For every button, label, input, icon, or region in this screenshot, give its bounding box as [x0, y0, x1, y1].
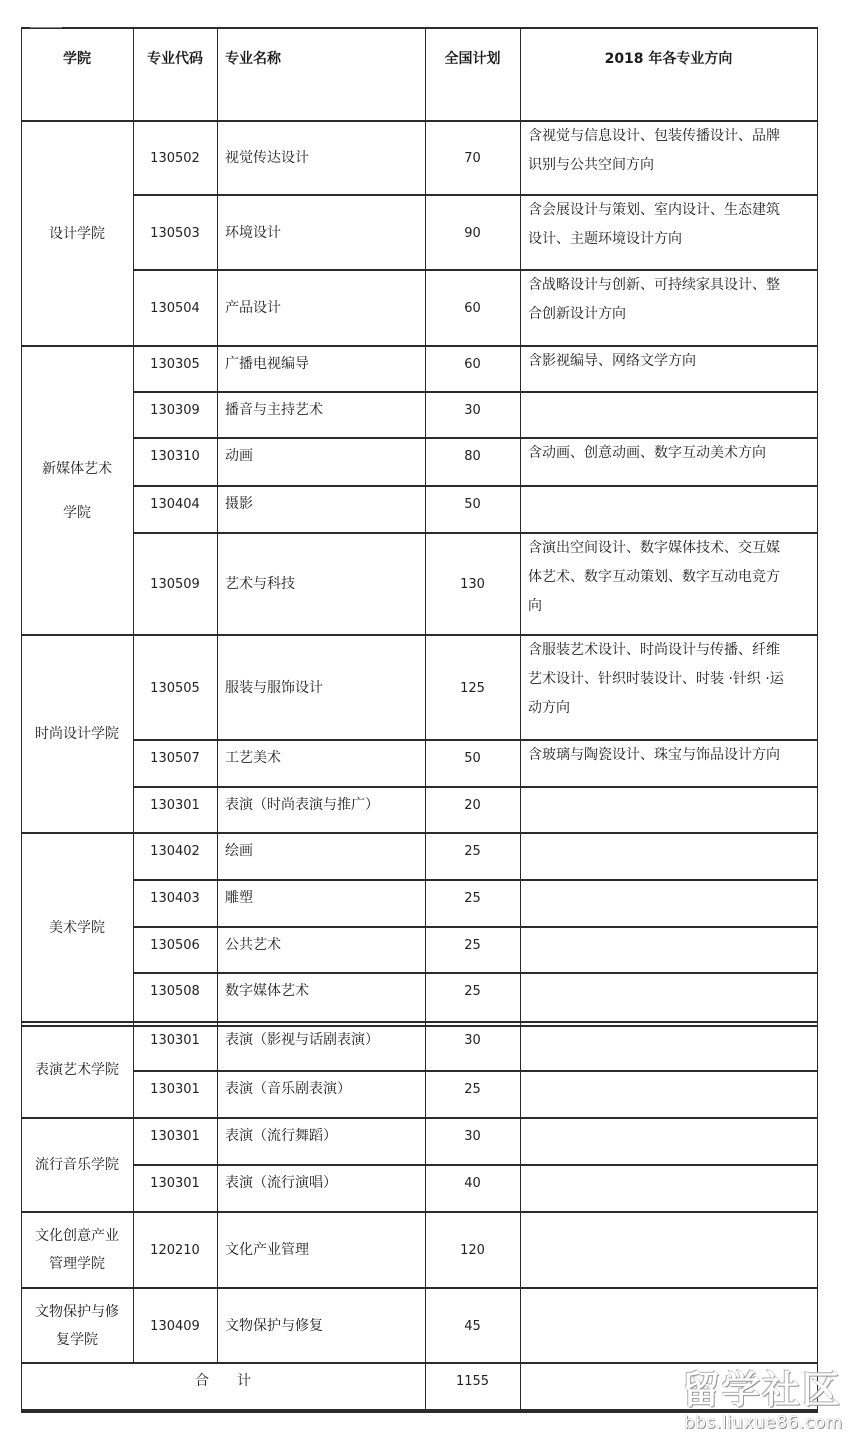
- table-border-horizontal: [133, 972, 818, 974]
- major-name: 表演（时尚表演与推广）: [225, 797, 379, 813]
- plan-quota: 30: [464, 1129, 481, 1144]
- major-name: 工艺美术: [225, 750, 281, 766]
- major-code: 130305: [150, 357, 200, 372]
- total-label: 合 计: [195, 1373, 251, 1389]
- major-code: 130506: [150, 938, 200, 953]
- header-label: 全国计划: [444, 51, 501, 67]
- college-name-line: 时尚设计学院: [35, 726, 119, 742]
- major-name: 表演（音乐剧表演）: [225, 1081, 351, 1097]
- major-direction: [520, 486, 817, 533]
- major-code: 130403: [150, 891, 200, 906]
- plan-quota: 120: [460, 1243, 485, 1258]
- college-name-line: 流行音乐学院: [35, 1157, 119, 1173]
- direction-line: 含动画、创意动画、数字互动美术方向: [528, 445, 766, 461]
- total-plan: 1155: [455, 1374, 490, 1389]
- major-name: 表演（流行演唱）: [225, 1175, 337, 1191]
- major-direction: [520, 438, 817, 486]
- plan-quota: 30: [464, 403, 481, 418]
- direction-line: 动方向: [528, 700, 570, 716]
- major-code: 130301: [150, 1129, 200, 1144]
- header-plan: [425, 28, 520, 121]
- major-name: 文物保护与修复: [225, 1317, 323, 1334]
- major-code: 130402: [150, 844, 200, 859]
- table-border-horizontal: [21, 1211, 818, 1213]
- major-code: 130509: [150, 577, 200, 592]
- table-border-vertical: [217, 28, 218, 1363]
- major-direction: [520, 880, 817, 927]
- plan-quota: 60: [464, 301, 481, 316]
- table-border-horizontal: [133, 786, 818, 788]
- college-name: [21, 346, 133, 635]
- major-code: 130508: [150, 984, 200, 999]
- watermark-url: bbs.liuxue86.com: [684, 1413, 843, 1433]
- header-label: 2018 年各专业方向: [604, 51, 733, 67]
- major-name: 视觉传达设计: [225, 150, 309, 166]
- major-name: 产品设计: [225, 300, 281, 316]
- watermark-brand: 留学社区: [682, 1368, 843, 1412]
- direction-line: 体艺术、数字互动策划、数字互动电竞方: [528, 569, 780, 585]
- major-name: 文化产业管理: [225, 1242, 309, 1258]
- major-direction: [520, 635, 817, 740]
- plan-quota: 45: [464, 1318, 481, 1334]
- college-name-line: 文物保护与修: [35, 1303, 119, 1320]
- plan-quota: 50: [464, 751, 481, 766]
- direction-line: 含影视编导、网络文学方向: [528, 353, 696, 369]
- table-border-horizontal: [133, 194, 818, 196]
- direction-line: 含演出空间设计、数字媒体技术、交互媒: [528, 540, 780, 556]
- table-border-horizontal: [21, 1362, 818, 1364]
- decorative-line: [30, 27, 62, 28]
- major-direction: [520, 392, 817, 438]
- table-border-horizontal: [133, 269, 818, 271]
- direction-line: 含战略设计与创新、可持续家具设计、整: [528, 277, 780, 293]
- college-name: [21, 1288, 133, 1363]
- direction-line: 含视觉与信息设计、包装传播设计、品牌: [528, 128, 780, 144]
- major-direction: [520, 195, 817, 270]
- major-code: 130301: [150, 1082, 200, 1097]
- major-direction: [520, 533, 817, 635]
- major-name: 表演（影视与话剧表演）: [225, 1032, 379, 1048]
- college-name: [21, 121, 133, 346]
- major-name: 摄影: [225, 496, 253, 512]
- direction-line: 向: [528, 598, 542, 614]
- table-border-horizontal: [21, 1021, 818, 1023]
- header-direction: [520, 28, 817, 121]
- major-name: 艺术与科技: [225, 576, 295, 592]
- table-border-horizontal: [21, 832, 818, 834]
- major-code: 130310: [150, 449, 200, 464]
- table-border-horizontal: [133, 532, 818, 534]
- college-name: [21, 635, 133, 833]
- major-direction: [520, 973, 817, 1022]
- major-direction: [520, 121, 817, 195]
- major-code: 130507: [150, 751, 200, 766]
- major-name: 广播电视编导: [225, 356, 309, 372]
- table-border-horizontal: [21, 345, 818, 347]
- table-border-horizontal: [133, 879, 818, 881]
- major-name: 公共艺术: [225, 937, 281, 953]
- major-code: 120210: [150, 1243, 200, 1258]
- major-direction: [520, 346, 817, 392]
- table-border-horizontal: [21, 1411, 818, 1413]
- major-direction: [520, 1288, 817, 1363]
- major-code: 130301: [150, 798, 200, 813]
- plan-quota: 90: [464, 225, 481, 241]
- major-code: 130505: [150, 680, 200, 696]
- direction-line: 含会展设计与策划、室内设计、生态建筑: [528, 202, 780, 218]
- college-name-line: 管理学院: [49, 1256, 105, 1272]
- table-border-vertical: [133, 28, 134, 1363]
- table-border-horizontal: [133, 926, 818, 928]
- plan-quota: 25: [464, 984, 481, 999]
- direction-line: 合创新设计方向: [528, 306, 626, 322]
- table-border-horizontal: [21, 634, 818, 636]
- table-border-vertical: [817, 28, 818, 1410]
- table-border-vertical: [21, 28, 22, 1410]
- table-border-horizontal: [133, 739, 818, 741]
- table-border-horizontal: [133, 485, 818, 487]
- plan-quota: 25: [464, 891, 481, 906]
- plan-quota: 125: [460, 680, 485, 696]
- major-name: 数字媒体艺术: [225, 983, 309, 999]
- plan-quota: 25: [464, 1082, 481, 1097]
- table-border-horizontal: [21, 120, 818, 122]
- college-name-line: 文化创意产业: [35, 1228, 119, 1244]
- header-college: [21, 28, 133, 121]
- college-name: [21, 1212, 133, 1288]
- college-name-line: 设计学院: [49, 225, 105, 242]
- direction-line: 设计、主题环境设计方向: [528, 231, 682, 247]
- college-name-line: 表演艺术学院: [35, 1062, 119, 1078]
- major-direction: [520, 833, 817, 880]
- major-name: 播音与主持艺术: [225, 402, 323, 418]
- college-name-line: 美术学院: [49, 919, 105, 936]
- college-name: [21, 1118, 133, 1212]
- plan-quota: 25: [464, 938, 481, 953]
- major-code: 130309: [150, 403, 200, 418]
- major-code: 130301: [150, 1176, 200, 1191]
- plan-quota: 60: [464, 357, 481, 372]
- major-code: 130502: [150, 151, 200, 166]
- table-border-horizontal: [21, 1287, 818, 1289]
- table-border-horizontal: [21, 1025, 818, 1027]
- table-border-horizontal: [21, 27, 818, 29]
- direction-line: 艺术设计、针织时装设计、时装 ·针织 ·运: [528, 671, 784, 687]
- college-name-line: 复学院: [56, 1331, 98, 1348]
- major-direction: [520, 1071, 817, 1118]
- plan-quota: 80: [464, 449, 481, 464]
- header-major: [217, 28, 425, 121]
- major-name: 雕塑: [225, 890, 253, 906]
- header-label: 学院: [63, 51, 91, 67]
- major-name: 表演（流行舞蹈）: [225, 1128, 337, 1144]
- major-direction: [520, 1118, 817, 1165]
- major-direction: [520, 740, 817, 787]
- plan-quota: 130: [460, 577, 485, 592]
- college-name: [21, 1022, 133, 1118]
- header-code: [133, 28, 217, 121]
- table-border-vertical: [425, 28, 426, 1410]
- plan-quota: 50: [464, 497, 481, 512]
- major-direction: [520, 927, 817, 973]
- table-border-horizontal: [133, 1070, 818, 1072]
- major-code: 130503: [150, 225, 200, 241]
- major-name: 环境设计: [225, 224, 281, 241]
- major-code: 130409: [150, 1318, 200, 1334]
- major-code: 130504: [150, 301, 200, 316]
- direction-line: 含服装艺术设计、时尚设计与传播、纤维: [528, 642, 780, 658]
- major-name: 服装与服饰设计: [225, 679, 323, 696]
- major-name: 绘画: [225, 843, 253, 859]
- plan-quota: 25: [464, 844, 481, 859]
- header-label: 专业名称: [225, 51, 281, 67]
- major-direction: [520, 1165, 817, 1212]
- major-direction: [520, 1212, 817, 1288]
- college-name-line: 新媒体艺术: [42, 460, 112, 477]
- college-name: [21, 833, 133, 1022]
- table-border-horizontal: [133, 1164, 818, 1166]
- college-name-line: 学院: [63, 504, 91, 521]
- major-code: 130301: [150, 1033, 200, 1048]
- major-direction: [520, 270, 817, 346]
- major-direction: [520, 1022, 817, 1071]
- plan-quota: 30: [464, 1033, 481, 1048]
- table-border-horizontal: [133, 437, 818, 439]
- plan-quota: 40: [464, 1176, 481, 1191]
- major-name: 动画: [225, 448, 253, 464]
- major-direction: [520, 787, 817, 833]
- direction-line: 识别与公共空间方向: [528, 157, 654, 173]
- plan-quota: 20: [464, 798, 481, 813]
- table-border-horizontal: [21, 1117, 818, 1119]
- table-border-horizontal: [133, 391, 818, 393]
- major-code: 130404: [150, 497, 200, 512]
- direction-line: 含玻璃与陶瓷设计、珠宝与饰品设计方向: [528, 747, 780, 763]
- plan-quota: 70: [464, 151, 481, 166]
- header-label: 专业代码: [147, 51, 203, 67]
- total-direction-empty: [520, 1363, 817, 1410]
- table-border-vertical: [520, 28, 521, 1410]
